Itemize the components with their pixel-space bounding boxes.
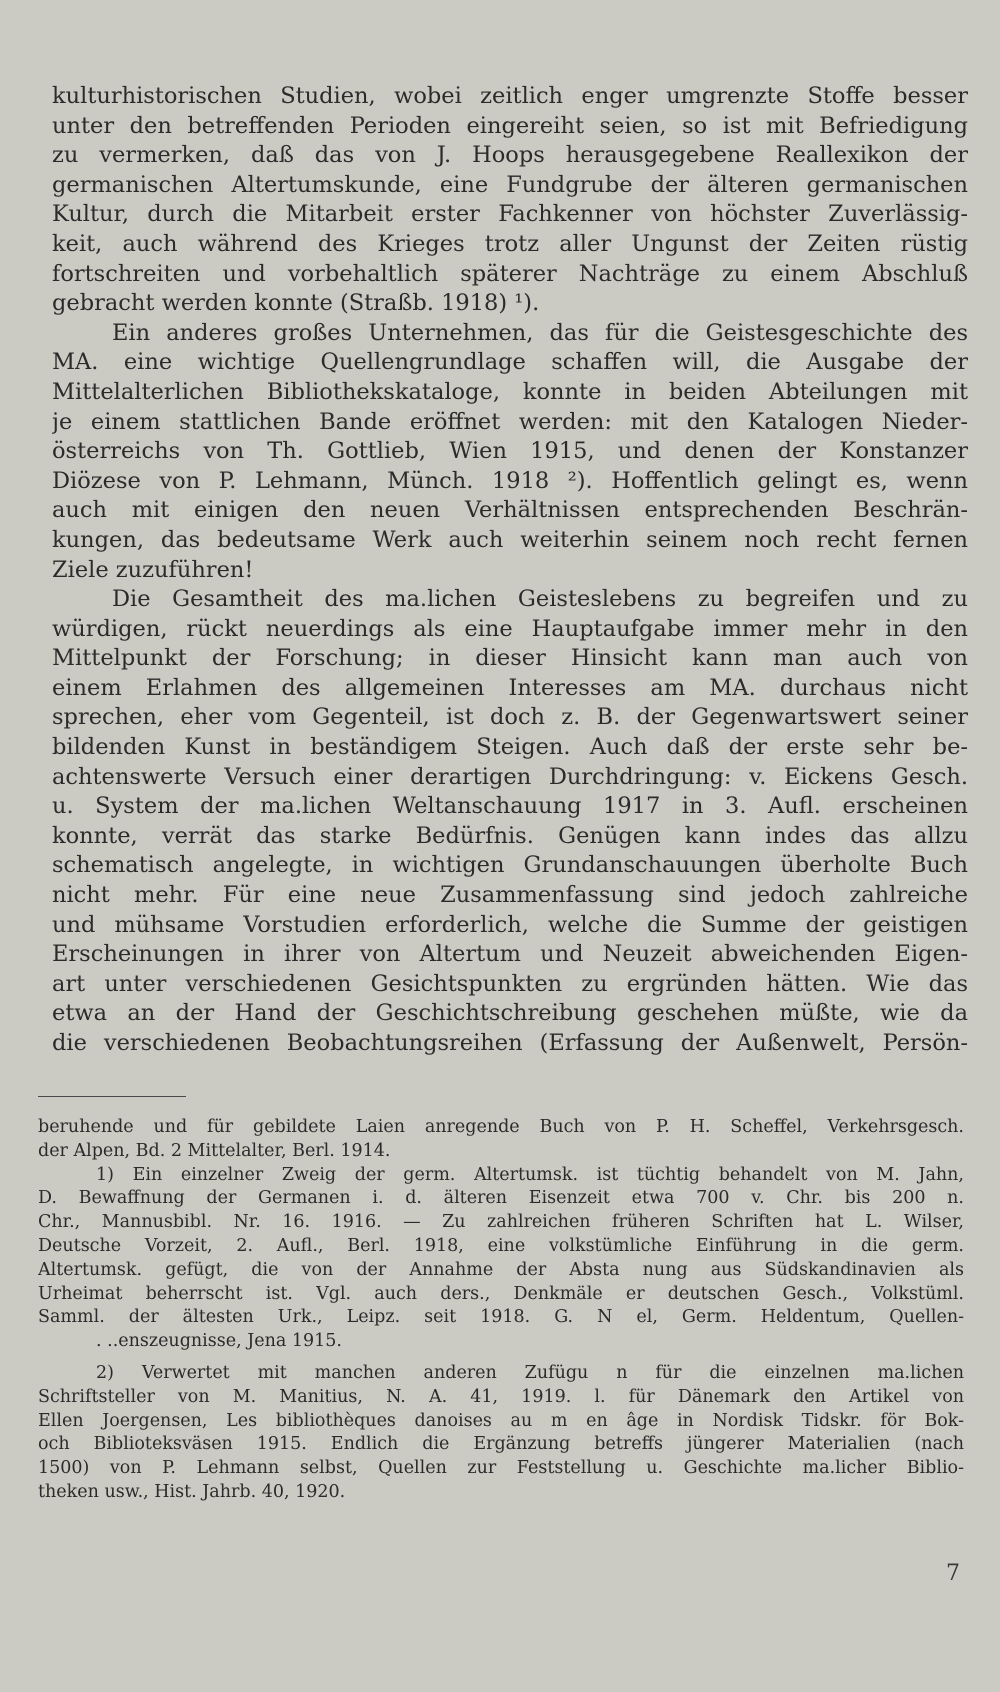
text-line: Erscheinungen in ihrer von Altertum und Neuzeit abweichenden Eigen- <box>52 941 968 968</box>
footnote-line: Altertumsk. gefügt, die von der Annahme der Absta nung aus Südskandinavien als <box>38 1259 964 1280</box>
footnote-line: Schriftsteller von M. Manitius, N. A. 41, 1919. l. für Dänemark den Artikel von <box>38 1386 964 1407</box>
footnote-line: theken usw., Hist. Jahrb. 40, 1920. <box>38 1481 346 1502</box>
text-line: auch mit einigen den neuen Verhältnissen entsprechenden Beschrän- <box>52 497 968 524</box>
footnote-line: Chr., Mannusbibl. Nr. 16. 1916. — Zu zahlreichen früheren Schriften hat L. Wilser, <box>38 1212 964 1233</box>
text-line: österreichs von Th. Gottlieb, Wien 1915, und denen der Konstanzer <box>52 438 968 465</box>
text-line: bildenden Kunst in beständigem Steigen. Auch daß der erste sehr be- <box>52 734 968 761</box>
text-line: Ziele zuzuführen! <box>52 556 254 583</box>
text-line: einem Erlahmen des allgemeinen Interesses am MA. durchaus nicht <box>52 674 968 701</box>
text-line: Die Gesamtheit des ma.lichen Geisteslebens zu begreifen und zu <box>112 586 968 613</box>
text-line: Ein anderes großes Unternehmen, das für die Geistesgeschichte des <box>112 319 968 346</box>
text-line: achtenswerte Versuch einer derartigen Durchdringung: v. Eickens Gesch. <box>52 763 968 790</box>
text-line: würdigen, rückt neuerdings als eine Hauptaufgabe immer mehr in den <box>52 615 968 642</box>
footnote-line: och Biblioteksväsen 1915. Endlich die Ergänzung betreffs jüngerer Materialien (nach <box>38 1434 964 1455</box>
text-line: nicht mehr. Für eine neue Zusammenfassung sind jedoch zahlreiche <box>52 882 968 909</box>
text-line: germanischen Altertumskunde, eine Fundgrube der älteren germanischen <box>52 171 968 198</box>
text-line: u. System der ma.lichen Weltanschauung 1917 in 3. Aufl. erscheinen <box>52 793 968 820</box>
text-line: konnte, verrät das starke Bedürfnis. Genügen kann indes das allzu <box>52 822 968 849</box>
text-line: keit, auch während des Krieges trotz aller Ungunst der Zeiten rüstig <box>52 230 968 257</box>
footnotes <box>38 1116 964 1505</box>
text-line: die verschiedenen Beobachtungsreihen (Erfassung der Außenwelt, Persön- <box>52 1030 968 1056</box>
footnote-line: Samml. der ältesten Urk., Leipz. seit 1918. G. N el, Germ. Heldentum, Quellen- <box>38 1307 964 1328</box>
text-line: kulturhistorischen Studien, wobei zeitlich enger umgrenzte Stoffe besser <box>52 83 968 109</box>
text-line: gebracht werden konnte (Straßb. 1918) ¹). <box>52 290 540 317</box>
footnote-line: Deutsche Vorzeit, 2. Aufl., Berl. 1918, eine volkstümliche Einführung in die germ. <box>38 1235 964 1256</box>
text-line: MA. eine wichtige Quellengrundlage schaffen will, die Ausgabe der <box>52 349 968 376</box>
footnote-line: . ..enszeugnisse, Jena 1915. <box>96 1331 342 1352</box>
footnote-line: 1500) von P. Lehmann selbst, Quellen zur Feststellung u. Geschichte ma.licher Biblio- <box>38 1458 964 1479</box>
text-line: schematisch angelegte, in wichtigen Grundanschauungen überholte Buch <box>52 852 968 879</box>
main-text <box>52 82 968 1059</box>
text-line: kungen, das bedeutsame Werk auch weiterhin seinem noch recht fernen <box>52 526 968 553</box>
text-line: sprechen, eher vom Gegenteil, ist doch z. B. der Gegenwartswert seiner <box>52 704 968 731</box>
footnote-line: D. Bewaffnung der Germanen i. d. älteren Eisenzeit etwa 700 v. Chr. bis 200 n. <box>38 1188 964 1209</box>
footnote-divider <box>38 1096 186 1097</box>
text-line: etwa an der Hand der Geschichtschreibung geschehen müßte, wie da <box>52 1000 968 1027</box>
text-line: fortschreiten und vorbehaltlich späterer Nachträge zu einem Abschluß <box>52 260 968 287</box>
text-line: zu vermerken, daß das von J. Hoops herausgegebene Reallexikon der <box>52 142 968 169</box>
text-line: Mittelpunkt der Forschung; in dieser Hinsicht kann man auch von <box>52 645 968 672</box>
text-line: je einem stattlichen Bande eröffnet werden: mit den Katalogen Nieder- <box>52 408 968 435</box>
text-line: Diözese von P. Lehmann, Münch. 1918 ²). Hoffentlich gelingt es, wenn <box>52 467 968 494</box>
footnote-line: 2) Verwertet mit manchen anderen Zufügu n für die einzelnen ma.lichen <box>96 1362 964 1383</box>
text-line: Mittelalterlichen Bibliothekskataloge, konnte in beiden Abteilungen mit <box>52 378 968 405</box>
text-line: Kultur, durch die Mitarbeit erster Fachkenner von höchster Zuverlässig- <box>52 201 968 228</box>
footnote-spacer <box>38 1354 964 1362</box>
text-line: unter den betreffenden Perioden eingereiht seien, so ist mit Befriedigung <box>52 112 968 139</box>
footnote-line: 1) Ein einzelner Zweig der germ. Altertumsk. ist tüchtig behandelt von M. Jahn, <box>96 1164 964 1185</box>
text-line: und mühsame Vorstudien erforderlich, welche die Summe der geistigen <box>52 911 968 938</box>
page-number: 7 <box>946 1561 960 1586</box>
footnote-line: der Alpen, Bd. 2 Mittelalter, Berl. 1914. <box>38 1140 391 1161</box>
text-line: art unter verschiedenen Gesichtspunkten zu ergründen hätten. Wie das <box>52 970 968 997</box>
footnote-line: Ellen Joergensen, Les bibliothèques danoises au m en âge in Nordisk Tidskr. för Bok- <box>38 1410 964 1431</box>
footnote-line: Urheimat beherrscht ist. Vgl. auch ders., Denkmäle er deutschen Gesch., Volkstüml. <box>38 1283 964 1304</box>
footnote-line: beruhende und für gebildete Laien anregende Buch von P. H. Scheffel, Verkehrsgesch. <box>38 1117 964 1137</box>
